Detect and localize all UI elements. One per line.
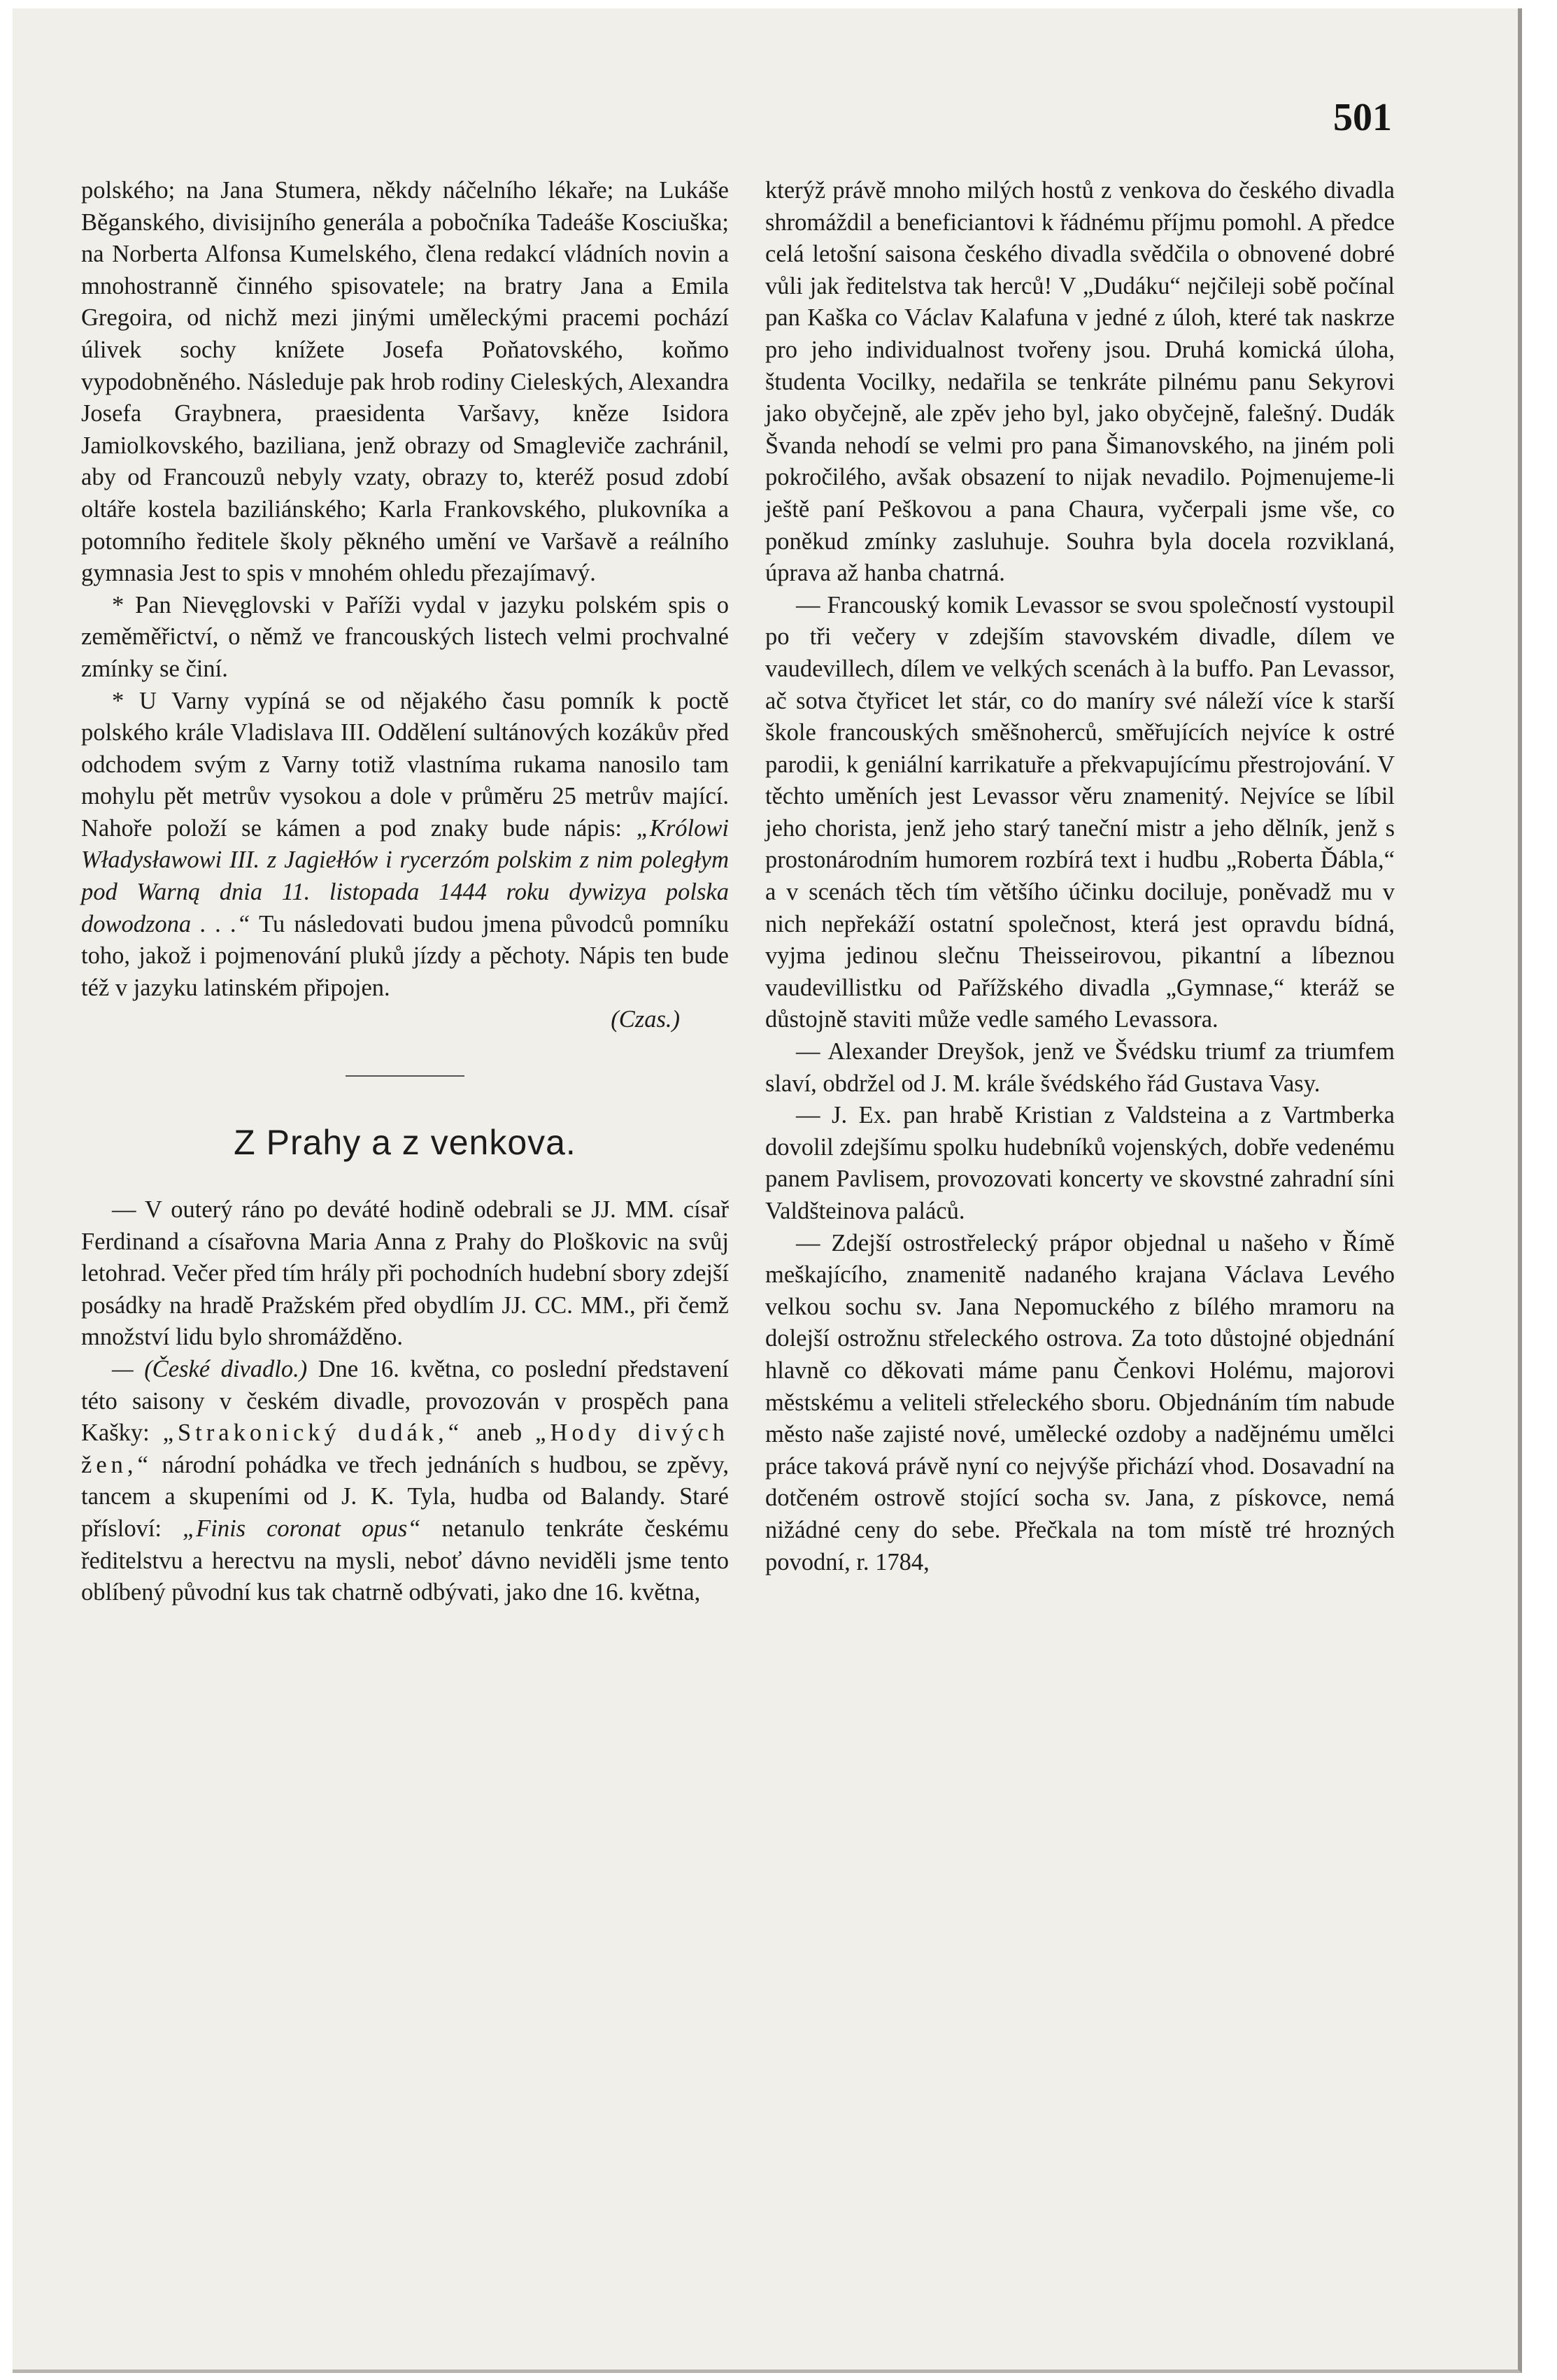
section-divider (346, 1075, 464, 1077)
theatre-text-a: Dne 16. května, co poslední představení této saisony v českém divadle, provozován v prospěch pana Kašky: (81, 1356, 729, 1447)
paragraph-czech-theatre (81, 1354, 729, 1609)
paragraph-dreysok: — Alexander Dreyšok, jenž ve Švédsku triumf za triumfem slaví, obdržel od J. M. krále švédského řád Gustava Vasy. (765, 1038, 1395, 1097)
theatre-text-c: národní pohádka ve třech jednáních s hudbou, se zpěvy, tancem a skupeními od J. K. Tyla, hudba od Balandy. Staré přísloví: (81, 1451, 729, 1542)
paragraph-imperial-departure: — V outerý ráno po deváté hodině odebrali se JJ. MM. císař Ferdinand a císařovna Maria Anna z Prahy do Ploškovic na svůj letohrad. Večer před tím hrály při pochodních hudební sbory zdejší posádky na hradě Pražském před obydlím JJ. CC. MM., při čemž množství lidu bylo shromážděno. (81, 1196, 729, 1351)
left-column (81, 175, 729, 1609)
theatre-heading: — (České divadlo.) (112, 1356, 308, 1382)
latin-proverb: „Finis coronat opus“ (183, 1515, 421, 1542)
monument-inscription: „Królowi Władysławowi III. z Jagiełłów i rycerzóm polskim z nim poległym pod Warną dnia 11. listopada 1444 roku dywizya polska dowodzona . . .“ (81, 814, 729, 937)
paragraph-levassor: — Francouský komik Levassor se svou společností vystoupil po tři večery v zdejším stavovském divadle, dílem ve vaudevillech, dílem ve velkých scenách à la buffo. Pan Levassor, ač sotva čtyřicet let stár, co do maníry své náleží více k starší škole francouských směšnoherců, směřujících nejvíce k ostré parodii, k geniální karrikatuře a překvapujícímu přestrojování. V těchto uměních jest Levassor věru znamenitý. Nejvíce se líbil jeho chorista, jenž jeho starý taneční mistr a jeho dělník, jenž s prostonárodním humorem rozbírá text i hudbu „Roberta Ďábla,“ a v scenách těch tím většího účinku dociluje, poněvadž mu v nich nepřekáží ostatní společnost, která jest opravdu bídná, vyjma jedinou slečnu Theisseirovou, pikantní a líbeznou vaudevillistku od Pařížského divadla „Gymnase,“ kteráž se důstojně staviti může vedle samého Levassora. (765, 591, 1395, 1033)
paragraph-nepomuk-statue: — Zdejší ostrostřelecký prápor objednal u našeho v Římě meškajícího, znamenitě nadaného krajana Václava Levého velkou sochu sv. Jana Nepomuckého z bílého mramoru na dolejší ostrožnu střeleckého ostrova. Za toto důstojné objednání hlavně co děkovati máme panu Čenkovi Holému, majorovi městskému a veliteli střeleckého sboru. Objednáním tím nabude město naše zajisté nové, umělecké ozdoby a nadějnému umělci práce taková právě nyní co nejvýše přichází vhod. Dosavadní na dotčeném ostrově stojící socha sv. Jana, z pískovce, nemá nižádné ceny do sebe. Přečkala na tom místě tré hrozných povodní, r. 1784, (765, 1229, 1395, 1575)
paragraph-surveying-book: * Pan Nievęglovski v Paříži vydal v jazyku polském spis o zeměměřictví, o němž ve francouských listech velmi prochvalné zmínky se činí. (81, 591, 729, 682)
varna-text-b: Tu následovati budou jmena původců pomníku toho, jakož i pojmenování pluků jízdy a pěchoty. Nápis ten bude též v jazyku latinském připojen. (81, 910, 729, 1001)
right-column (765, 175, 1395, 1578)
newspaper-page (13, 8, 1522, 2373)
paragraph-theatre-continued: kterýž právě mnoho milých hostů z venkova do českého divadla shromáždil a beneficiantovi k řádnému příjmu pomohl. A předce celá letošní saisona českého divadla svědčila o obnovené dobré vůli jak ředitelstva tak herců! V „Dudáku“ nejčileji sobě počínal pan Kaška co Václav Kalafuna v jedné z úloh, které tak naskrze pro jeho individualnost tvořeny jsou. Druhá komická úloha, študenta Vocilky, nedařila se tenkráte pilnému panu Sekyrovi jako obyčejně, ale zpěv jeho byl, jako obyčejně, falešný. Dudák Švanda neh​odí se velmi pro pana Šimanovského, na jiném poli pokročilého, avšak obsazení to nijak nevadilo. Pojmenujeme-li ještě paní Peškovou a pana Chaura, vyčerpali jsme vše, co poněkud zmínky zasluhuje. Souhra byla docela rozviklaná, úprava až hanba chatrná. (765, 177, 1395, 587)
varna-text-a: * U Varny vypíná se od nějakého času pomník k poctě polského krále Vladislava III. Oddělení sultánových kozákův před odchodem svým z Varny totiž vlastníma rukama nanosilo tam mohylu pět metrův vysokou a dole v průměru 25 metrův mající. Nahoře položí se kámen a pod znaky bude nápis: (81, 687, 729, 842)
paragraph-valdstein-concerts: — J. Ex. pan hrabě Kristian z Valdsteina a z Vartmberka dovolil zdejšímu spolku hudebníků vojenských, dobře vedenému panem Pavlisem, provozovati koncerty ve skovstné zahradní síni Valdšteinova paláců. (765, 1102, 1395, 1224)
play-subtitle: „Hody divých žen,“ (81, 1419, 729, 1478)
source-citation: (Czas.) (611, 1006, 680, 1033)
theatre-text-d: netanulo tenkráte českému ředitelstvu a herectvu na mysli, neboť dávno neviděli jsme tento oblíbený původní kus tak chatrně odbývati, jako dne 16. května, (81, 1515, 730, 1606)
play-title: „Strakonický dudák,“ (162, 1419, 464, 1447)
paragraph-cemetery: polského; na Jana Stumera, někdy náčelního lékaře; na Lukáše Běganského, divisijního generála a pobočníka Tadeáše Kosciuška; na Norberta Alfonsa Kumelského, člena redakcí vládních novin a mnohostranně činného spisovatele; na bratry Jana a Emila Gregoira, od nichž mezi jinými uměleckými pracemi pochází úlivek sochy knížete Josefa Poňatovského, koňmo vypodobněného. Následuje pak hrob rodiny Cieleských, Alexandra Josefa Graybnera, praesidenta Varšavy, kněze Isidora Jamiolkovského, baziliana, jenž obrazy od Smagleviče zachránil, aby od Francouzů nebyly vzaty, obrazy to, kteréž posud zdobí oltáře kostela baziliánského; Karla Frankovského, plukovníka a potomního ředitele školy pěkného umění ve Varšavě a reálního gymnasia Jest to spis v mnohém ohledu přezajímavý. (81, 177, 729, 587)
section-title: Z Prahy a z venkova. (234, 1123, 576, 1163)
paragraph-varna-monument (81, 686, 729, 1005)
page-number: 501 (1333, 96, 1392, 139)
theatre-text-b: aneb (463, 1419, 536, 1447)
